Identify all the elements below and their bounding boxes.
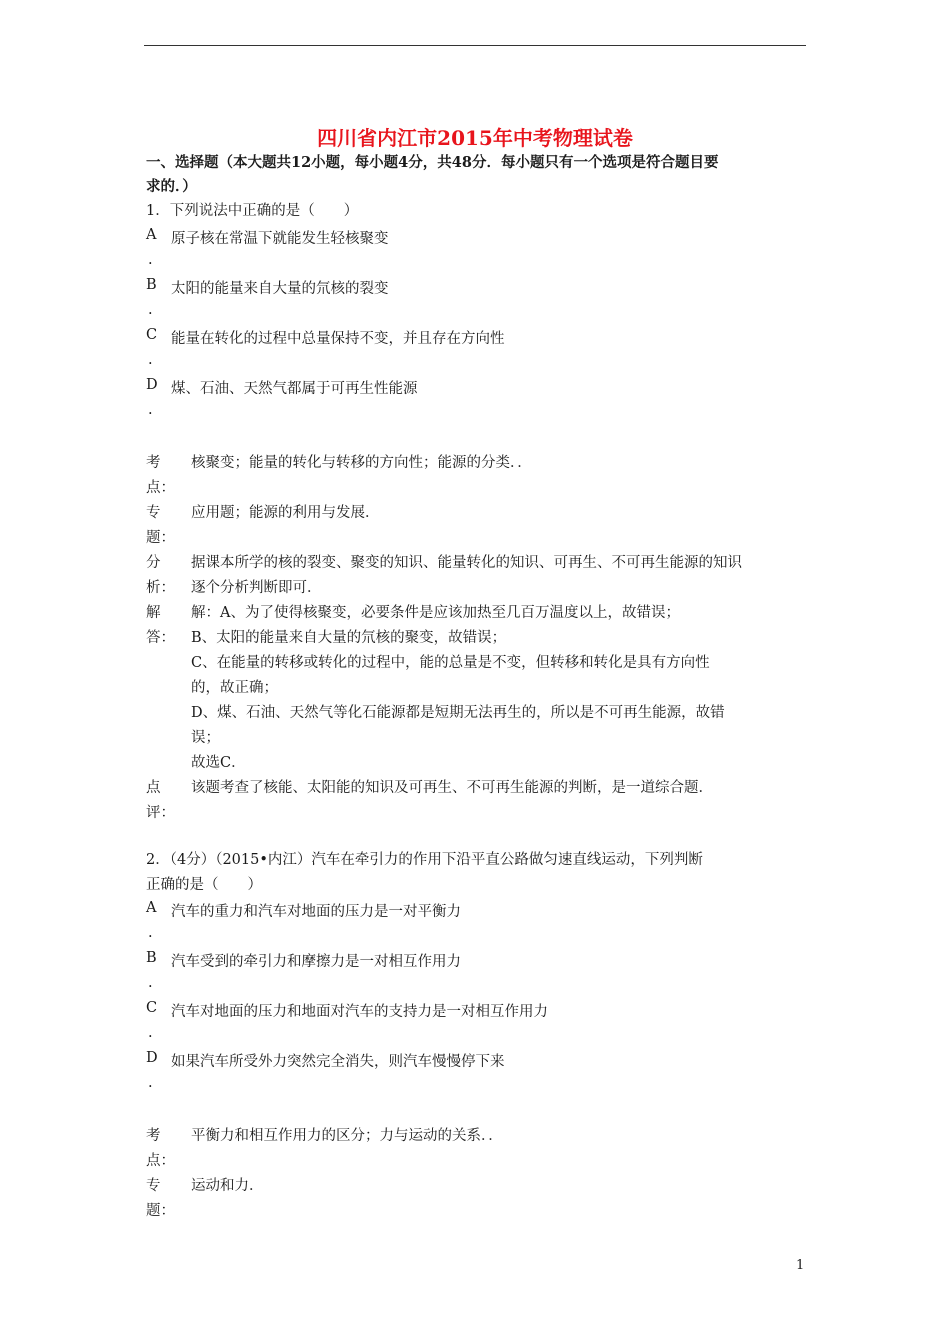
q1-dianping-label2: 评： — [146, 805, 175, 821]
q1-jieda-line: 故选C． — [191, 755, 246, 771]
q1-option-a-dot: . — [148, 252, 153, 268]
q2-kaodian-text: 平衡力和相互作用力的区分；力与运动的关系．． — [191, 1128, 503, 1144]
q2-option-d-letter: D — [146, 1050, 158, 1066]
q1-zhuanti-text: 应用题；能源的利用与发展． — [191, 505, 380, 521]
q1-option-b-dot: . — [148, 302, 153, 318]
q2-stem-line1: 2．（4分）（2015•内江）汽车在牵引力的作用下沿平直公路做匀速直线运动，下列判断 — [146, 852, 703, 868]
q1-jieda-line: 解：A、为了使得核聚变，必要条件是应该加热至几百万温度以上，故错误； — [191, 605, 680, 621]
section-heading-line2: 求的．） — [146, 178, 197, 195]
q2-option-d-text: 如果汽车所受外力突然完全消失，则汽车慢慢停下来 — [171, 1054, 505, 1070]
q1-option-b-letter: B — [146, 277, 157, 293]
q1-option-c-dot: . — [148, 352, 153, 368]
q2-option-c-dot: . — [148, 1025, 153, 1041]
q2-option-b-dot: . — [148, 975, 153, 991]
q2-zhuanti-label1: 专 — [146, 1178, 161, 1194]
q2-zhuanti-label2: 题： — [146, 1203, 175, 1219]
q1-jieda-line: 的，故正确； — [191, 680, 278, 696]
q1-option-a-text: 原子核在常温下就能发生轻核聚变 — [171, 231, 389, 247]
q2-option-a-dot: . — [148, 925, 153, 941]
q1-fenxi-line2: 逐个分析判断即可． — [191, 580, 322, 596]
q1-jieda-line: D、煤、石油、天然气等化石能源都是短期无法再生的，所以是不可再生能源，故错 — [191, 705, 725, 721]
q2-option-b-text: 汽车受到的牵引力和摩擦力是一对相互作用力 — [171, 954, 461, 970]
q2-option-d-dot: . — [148, 1075, 153, 1091]
q1-jieda-line: 误； — [191, 730, 220, 746]
section-heading-line1: 一、选择题（本大题共12小题，每小题4分，共48分．每小题只有一个选项是符合题目要 — [146, 154, 719, 171]
page-number: 1 — [796, 1258, 805, 1273]
q1-stem: 1．下列说法中正确的是（ ） — [146, 203, 359, 219]
q1-dianping-label1: 点 — [146, 780, 161, 796]
q1-jieda-label1: 解 — [146, 605, 161, 621]
q1-kaodian-text: 核聚变；能量的转化与转移的方向性；能源的分类．． — [191, 455, 532, 471]
q1-option-b-text: 太阳的能量来自大量的氘核的裂变 — [171, 281, 389, 297]
q1-option-a-letter: A — [146, 227, 157, 243]
q2-option-a-text: 汽车的重力和汽车对地面的压力是一对平衡力 — [171, 904, 461, 920]
q1-option-d-dot: . — [148, 402, 153, 418]
q2-option-b-letter: B — [146, 950, 157, 966]
q1-jieda-line: C、在能量的转移或转化的过程中，能的总量是不变，但转移和转化是具有方向性 — [191, 655, 710, 671]
q2-option-a-letter: A — [146, 900, 157, 916]
q1-kaodian-label1: 考 — [146, 455, 161, 471]
q1-kaodian-label2: 点： — [146, 480, 175, 496]
q2-option-c-letter: C — [146, 1000, 158, 1016]
q1-jieda-label2: 答： — [146, 630, 175, 646]
q1-dianping-text: 该题考查了核能、太阳能的知识及可再生、不可再生能源的判断，是一道综合题． — [191, 780, 713, 796]
q2-kaodian-label1: 考 — [146, 1128, 161, 1144]
q2-option-c-text: 汽车对地面的压力和地面对汽车的支持力是一对相互作用力 — [171, 1004, 548, 1020]
q1-fenxi-line1: 据课本所学的核的裂变、聚变的知识、能量转化的知识、可再生、不可再生能源的知识 — [191, 555, 742, 571]
q1-fenxi-label2: 析： — [146, 580, 175, 596]
q1-option-c-text: 能量在转化的过程中总量保持不变，并且存在方向性 — [171, 331, 505, 347]
header-rule — [144, 45, 806, 46]
q2-kaodian-label2: 点： — [146, 1153, 175, 1169]
q1-jieda-line: B、太阳的能量来自大量的氘核的聚变，故错误； — [191, 630, 507, 646]
q1-option-d-text: 煤、石油、天然气都属于可再生性能源 — [171, 381, 418, 397]
page-title: 四川省内江市2015年中考物理试卷 — [317, 126, 633, 150]
q2-zhuanti-text: 运动和力． — [191, 1178, 264, 1194]
q1-zhuanti-label1: 专 — [146, 505, 161, 521]
q2-stem-line2: 正确的是（ ） — [146, 877, 262, 893]
q1-fenxi-label1: 分 — [146, 555, 161, 571]
q1-zhuanti-label2: 题： — [146, 530, 175, 546]
q1-option-d-letter: D — [146, 377, 158, 393]
q1-option-c-letter: C — [146, 327, 158, 343]
